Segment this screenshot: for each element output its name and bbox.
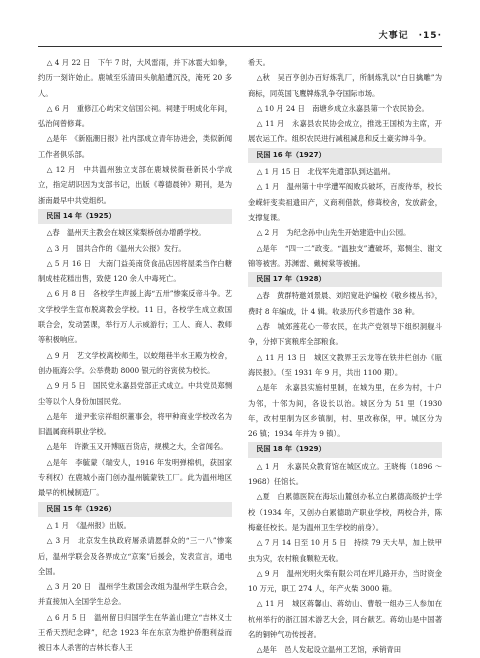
chronicle-entry: △ 12 月 中共温州独立支部在鹿城侯衙巷新民小学成立，指定胡识因为支部书记，出版《尊德晨钟》期刊，是为浙南最早中共党组织。 [38,165,232,205]
chronicle-entry: △是年 “四一二”政变。“温独支”遭破坏，郑恻尘、谢文锦等被害。苏渊雷、戴树棠等被捕。 [248,243,442,268]
chronicle-entry: △ 10 月 24 日 南塘乡成立永嘉县第一个农民协会。 [256,103,429,113]
chronicle-entry: △ 11 月 13 日 城区文教界王云龙等在铁井栏创办《瓯海民报》。（至 1931 年 9 月，共出 1100 期）。 [248,352,442,377]
chronicle-entry: △是年 《新瓯潮日报》社内部成立青年协进会，类似新闻工作者俱乐部。 [38,134,232,159]
chronicle-entry: △秋 吴百亨创办百好炼乳厂，所制炼乳以“白日擒雕”为商标，同英国飞鹰牌炼乳争夺国际市场。 [248,73,442,98]
year-heading: 民国 18 年（1929） [248,442,442,457]
year-heading: 民国 17 年（1928） [248,272,442,287]
chronicle-entry: △ 11 月 城区蒋馨山、蒋幼山、曹彀一组办三人参加在杭州举行的浙江国术游艺大会，同台献艺。蒋幼山是中国著名的铜钟气功传授者。 [248,599,442,639]
chronicle-entry: △ 4 月 22 日 下午 7 时，大风雷雨，并下冰雹大如拳，约历一刻许始止。鹿城至乐清田头航船遭沉没，淹死 20 多人。 [38,58,232,98]
right-column [248,55,442,658]
year-heading: 民国 15 年（1926） [38,502,232,517]
chronicle-entry: △是年 道尹张宗祥组织董事会，将甲种商业学校改名为旧温属商科职业学校。 [38,411,232,437]
chronicle-entry: 希天。 [248,58,270,67]
chronicle-entry: △ 6 月 5 日 温州留日归国学生在华盖山建立“吉林义士王希天烈纪念碑”，纪念 1923 年在东京为维护侨胞利益而被日本人杀害的吉林长春人王 [38,612,232,653]
chronicle-entry: △是年 许漱玉又开博瓯百货店，规模之大，全省闻名。 [46,442,228,452]
chronicle-entry: △ 9 月 5 日 国民党永嘉县党部正式成立。中共党员郑恻尘等以个人身份加国民党。 [38,381,232,406]
left-column [38,55,232,656]
chronicle-entry: △春 温州天主教会在城区棠梨桥创办增爵学校。 [46,228,206,238]
chronicle-entry: △ 6 月 重修江心屿宋文信国公祠。祠建于明成化年间，弘治间曾修葺。 [38,103,232,129]
chronicle-entry: △是年 李毓蒙（瑞安人，1916 年发明弹棉机，获国家专利权）在鹿城小南门创办温州毓蒙铁工厂。此为温州地区最早的机械制造厂。 [38,457,232,498]
chronicle-entry: △是年 邑人发起设立温州工艺馆，承销青田 [256,645,402,655]
header-text [379,28,442,41]
chronicle-entry: △ 2 月 为纪念孙中山先生开始建造中山公园。 [256,228,411,238]
chronicle-entry: △ 6 月 8 日 各校学生声援上海“五卅”惨案反帝斗争。艺文学校学生宣布脱离教会学校。11 日，各校学生成立救国联合会，发动罢课，举行万人示威游行；工人、商人、教师等积极响应。 [38,289,232,345]
chronicle-entry: △ 5 月 16 日 大南门益美南货食品店因将屋柔当作白糖制成桂花糕出售，致使 120 余人中毒死亡。 [38,258,232,284]
chronicle-entry: △夏 白累德医院在海坛山麓创办私立白累德高级护士学校（1934 年，又创办白累德助产职业学校，两校合并，陈梅豪任校长。是为温州卫生学校的前身）。 [248,492,442,532]
chronicle-entry: △ 11 月 永嘉县农民协会成立，推选王国桢为主席，开展农运工作。组织农民进行减租减息和反土豪劣绅斗争。 [248,119,442,144]
year-heading: 民国 14 年（1925） [38,209,232,224]
chronicle-entry: △ 3 月 国共合作的《温州大公报》发行。 [46,243,186,253]
chronicle-entry: △ 1 月 温州第十中学遭军阀败兵破坏，百废待举，校长金嵘轩变卖祖遗田产，义商利借款，修葺校舍，发放薪金，支撑复课。 [248,182,442,222]
page-number: ·15· [418,31,442,41]
chronicle-entry: △ 7 月 14 日至 10 月 5 日 持续 79 天大旱，加上铁甲虫为灾，农村粮食颗粒无收。 [248,538,442,563]
chronicle-entry: △ 3 月 20 日 温州学生救国会改组为温州学生联合会，并直接加入全国学生总会。 [38,582,232,607]
chronicle-entry: △春 城郊莲花心一带农民，在共产党领导下组织洞舰斗争，分掉下寅粮库全部粮食。 [248,322,442,347]
running-header [38,26,442,47]
chronicle-entry: △ 1 月 永嘉民众教育馆在城区成立。王晓梅（1896 ～ 1968）任馆长。 [248,461,442,487]
section-title: 大事记 [378,31,409,41]
chronicle-entry: △春 黄群特邀刘景晨、刘绍宽赴沪编校《敬乡楼丛书》，费时 8 年编成，计 4 辑。收录历代乡哲遗作 38 种。 [248,291,442,316]
chronicle-entry: △ 1 月 15 日 北伐军先遣部队到达温州。 [256,167,396,177]
year-heading: 民国 16 年（1927） [248,148,442,163]
chronicle-entry: △是年 永嘉县实施村里制，在城为里，在乡为村，十户为邻，十邻为间，各设长以治。城区分为 51 里（1930 年，改村里制为区乡镇制，村、里改称保，甲。城区分为 26 镇；1934 年并为 9 镇）。 [248,383,442,439]
chronicle-entry: △ 9 月 艺文学校离校师生，以蛟翔巷半水王殿为校舍，创办瓯海公学。公举费助 8000 银元的谷寅侯为校长。 [38,350,232,375]
chronicle-entry: △ 9 月 温州光明火柴有限公司在坪儿路开办，当时资金 10 万元，职工 274 人，年产火柴 3000 箱。 [248,568,442,594]
chronicle-entry: △ 3 月 北京发生执政府屠杀请愿群众的“三一八”惨案后，温州学联会及各界成立“京案”后援会，发表宣言，通电全国。 [38,536,232,576]
chronicle-entry: △ 1 月 《温州报》出版。 [46,520,131,530]
